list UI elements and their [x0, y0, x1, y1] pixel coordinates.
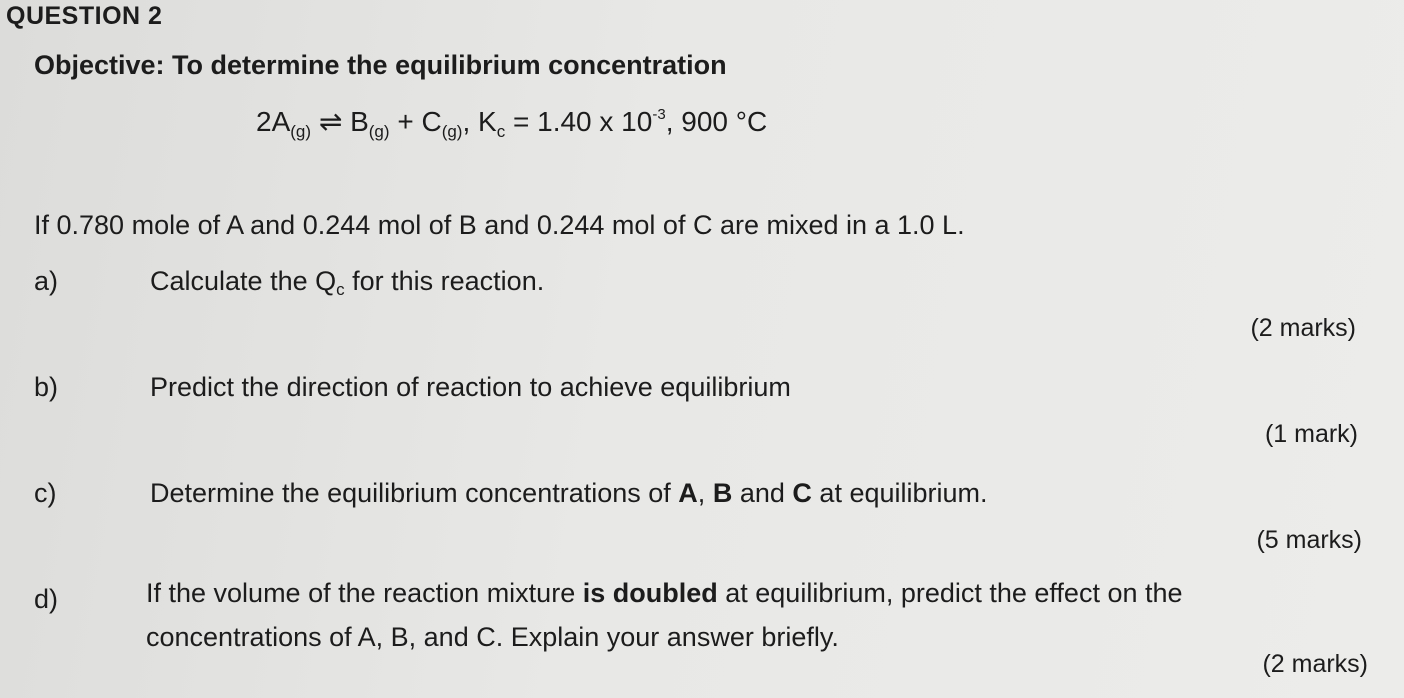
plus-sign: + — [397, 106, 414, 137]
separator: , — [665, 106, 674, 137]
state-c: (g) — [441, 122, 463, 141]
species-a-bold: A — [678, 478, 698, 508]
question-d-text — [146, 578, 1183, 609]
question-b-marks: (1 mark) — [1264, 420, 1358, 448]
question-a-text — [150, 266, 544, 300]
temperature: 900 °C — [681, 106, 768, 137]
state-a: (g) — [290, 122, 312, 141]
species-b-bold: B — [712, 478, 733, 508]
question-d-marks: (2 marks) — [1262, 650, 1368, 678]
equilibrium-arrow: ⇌ — [318, 106, 343, 137]
kc-subscript: c — [496, 122, 506, 141]
comma: , — [697, 478, 706, 508]
question-b-label: b) — [34, 372, 59, 402]
question-d-label: d) — [34, 584, 59, 614]
question-d-text-part: at equilibrium, predict the effect on the — [725, 578, 1183, 608]
question-d-text-part: If the volume of the reaction mixture — [146, 578, 576, 608]
kc-value: = 1.40 x 10 — [513, 106, 653, 137]
product-c: C — [421, 106, 442, 137]
and-word: and — [739, 478, 785, 508]
intro-statement: If 0.780 mole of A and 0.244 mol of B and 0.244 mol of C are mixed in a 1.0 L. — [34, 210, 965, 240]
question-heading: QUESTION 2 — [6, 2, 163, 30]
kc-exponent: -3 — [652, 106, 666, 123]
species-c-bold: C — [792, 478, 812, 508]
question-c-label: c) — [34, 478, 57, 508]
separator: , — [462, 106, 471, 137]
question-a-marks: (2 marks) — [1250, 314, 1356, 342]
question-c-text-part: Determine the equilibrium concentrations of — [150, 478, 671, 508]
question-a-text-part: for this reaction. — [352, 266, 545, 296]
question-b-text: Predict the direction of reaction to achieve equilibrium — [150, 372, 791, 402]
objective-text: Objective: To determine the equilibrium concentration — [34, 50, 727, 80]
question-d-line2: concentrations of A, B, and C. Explain your answer briefly. — [146, 622, 839, 652]
state-b: (g) — [368, 122, 390, 141]
question-c-text — [150, 478, 988, 509]
question-a-text-part: Calculate the Q — [150, 266, 337, 296]
product-b: B — [350, 106, 369, 137]
qc-subscript: c — [336, 280, 345, 299]
reactant-a: 2A — [256, 106, 291, 137]
question-a-label: a) — [34, 266, 59, 296]
question-c-marks: (5 marks) — [1256, 526, 1362, 554]
kc-symbol: K — [478, 106, 497, 137]
doubled-bold: is doubled — [582, 578, 718, 608]
question-c-text-part: at equilibrium. — [819, 478, 988, 508]
equilibrium-equation — [256, 105, 767, 142]
